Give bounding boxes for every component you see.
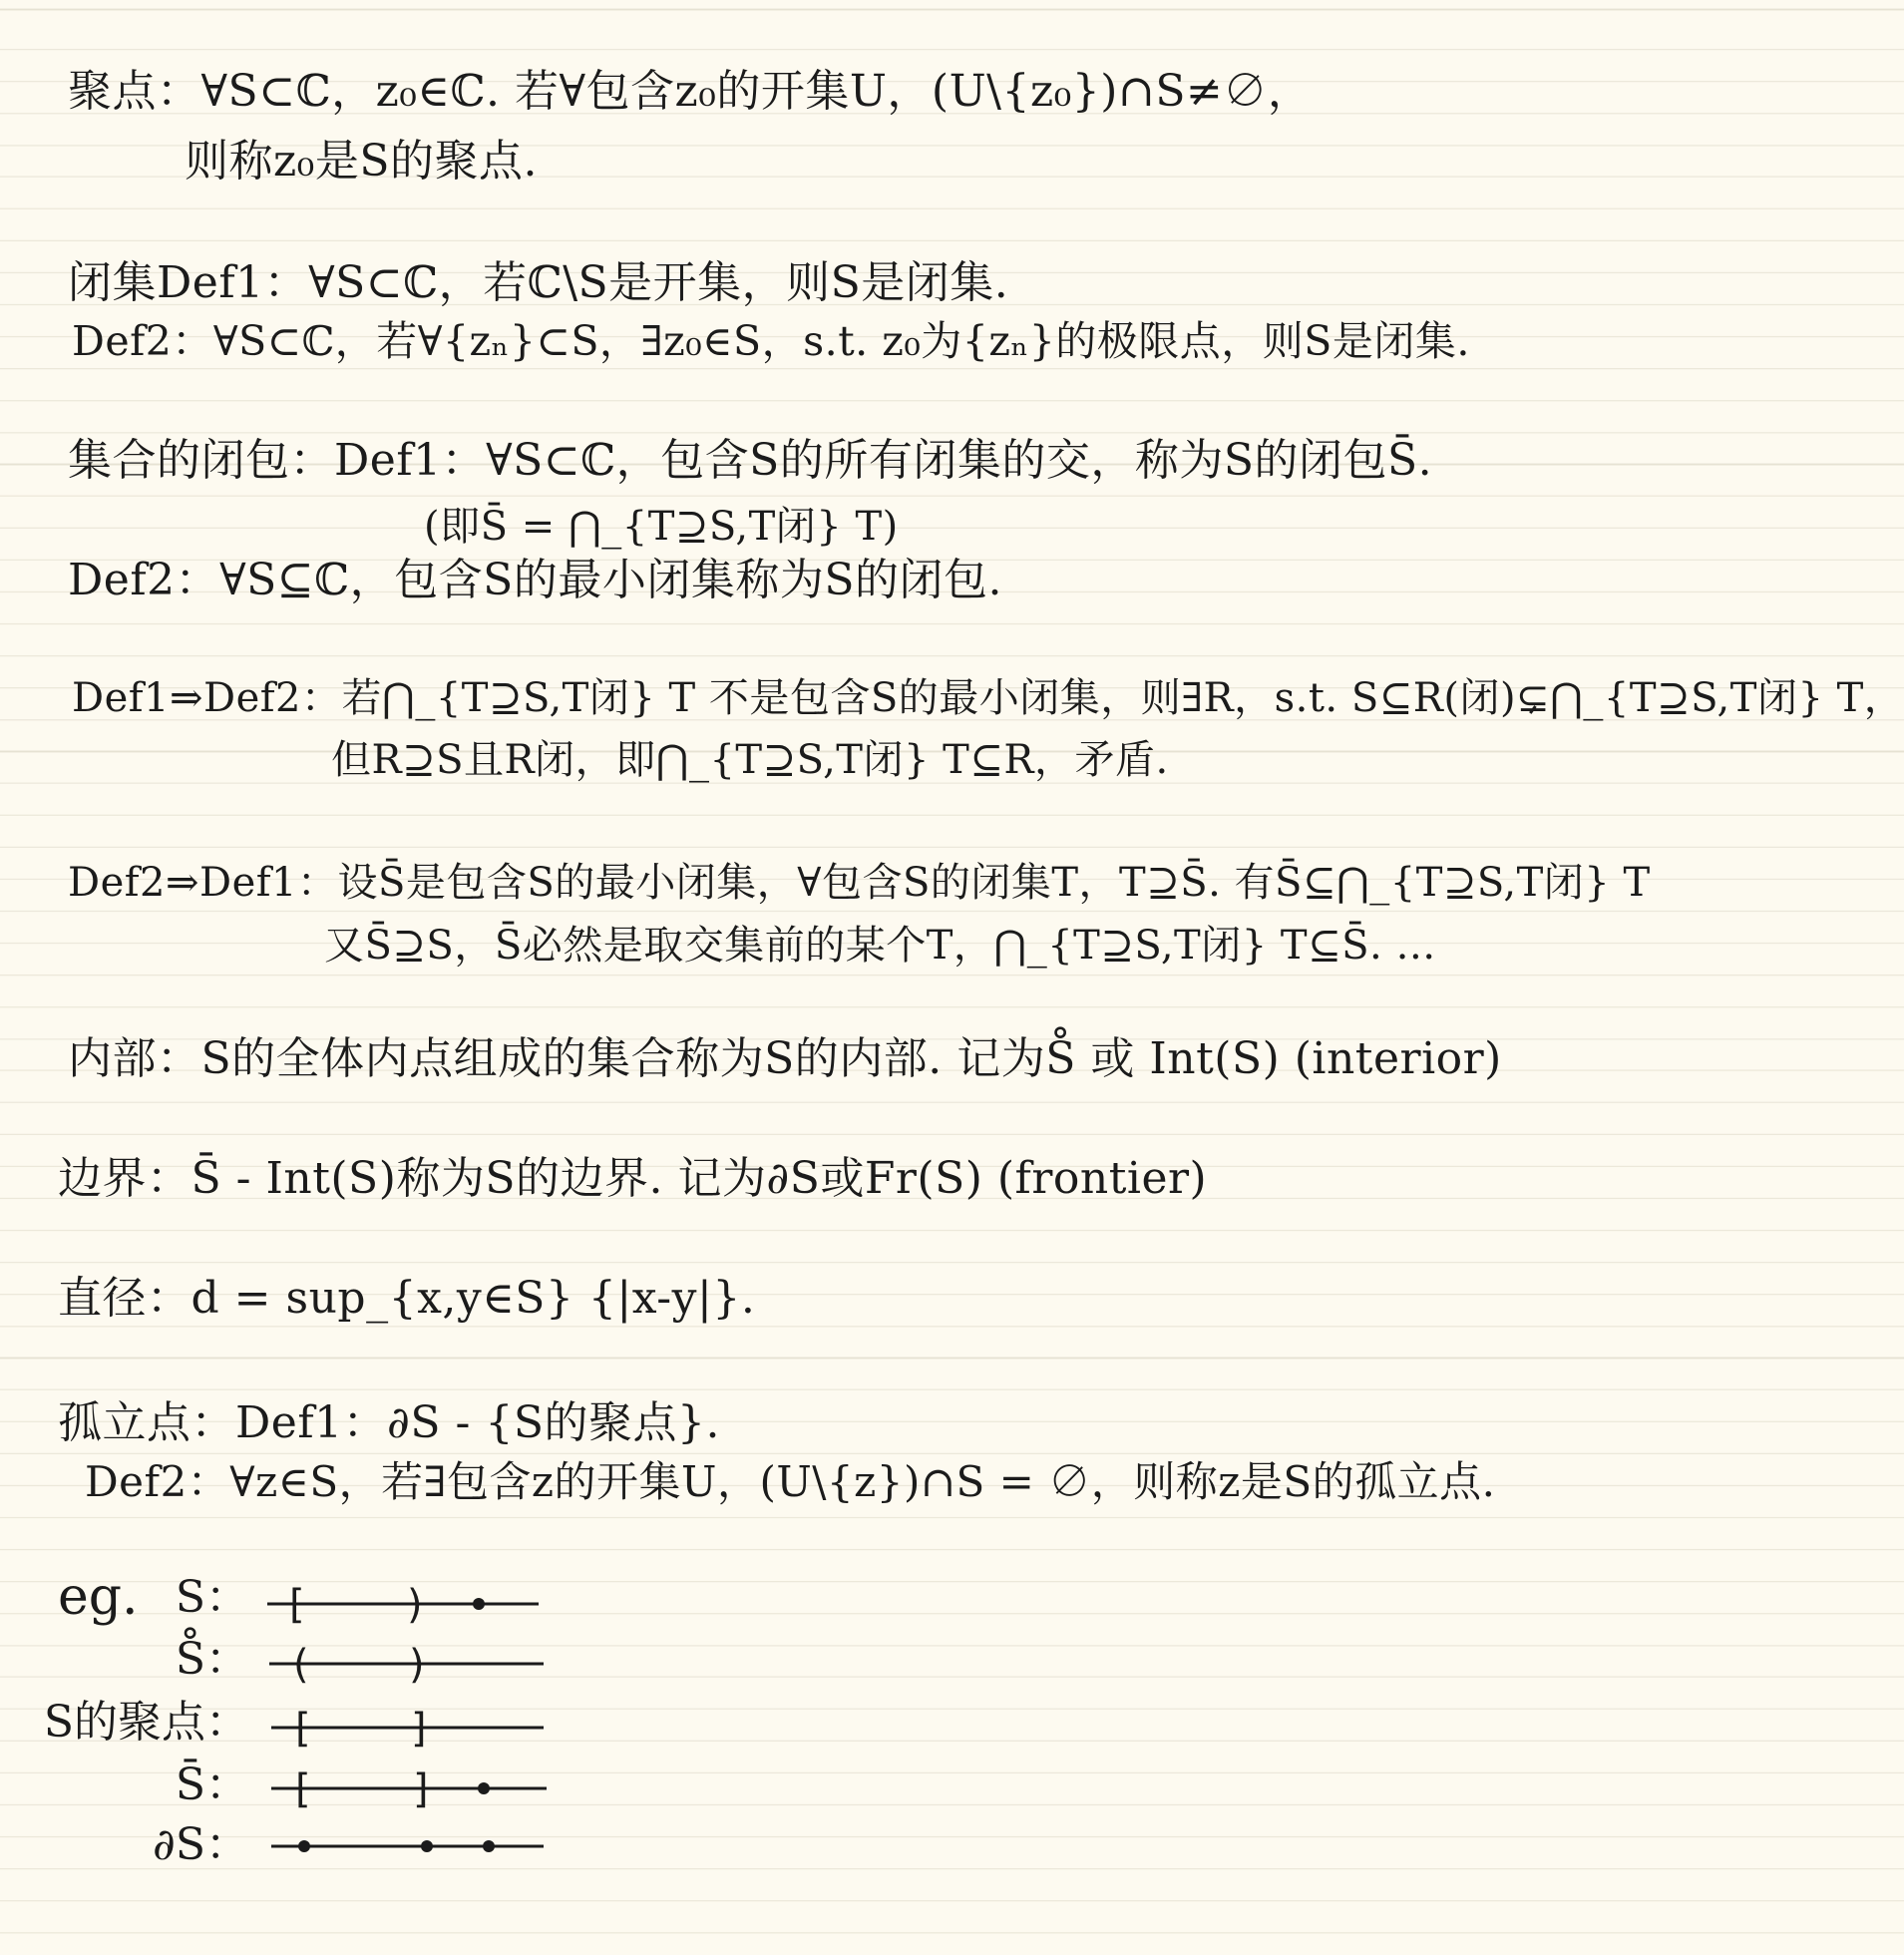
boundary-dot [298, 1840, 310, 1852]
example-row-s [267, 1582, 539, 1628]
isolated-dot [478, 1782, 490, 1794]
example-row-closure [271, 1766, 547, 1812]
example-row-label: S̄： [175, 1760, 249, 1810]
example-row-boundary [271, 1840, 544, 1852]
example-row-accumulation [271, 1706, 544, 1752]
example-row-label: S： [175, 1572, 249, 1623]
example-row-label: S̊： [175, 1634, 249, 1685]
closure-def1: 集合的闭包：Def1：∀S⊂ℂ，包含S的所有闭集的交，称为S的闭包S̄. [68, 435, 1433, 486]
proof-def1-implies-def2-cont: 但R⊇S且R闭，即⋂_{T⊇S,T闭} T⊆R，矛盾. [331, 737, 1169, 783]
example-prefix: eg. [58, 1567, 139, 1627]
isolated-point-def2: Def2：∀z∈S，若∃包含z的开集U，(U\{z})∩S = ∅，则称z是S的孤立点. [85, 1457, 1496, 1506]
accumulation-point-definition-cont: 则称z₀是S的聚点. [185, 136, 538, 187]
example-row-label: ∂S： [153, 1819, 249, 1870]
left-bracket: [ [289, 1582, 305, 1628]
proof-def2-implies-def1-cont: 又S̄⊇S，S̄必然是取交集前的某个T，⋂_{T⊇S,T闭} T⊆S̄. … [324, 923, 1436, 969]
closed-set-def1: 闭集Def1：∀S⊂ℂ，若ℂ\S是开集，则S是闭集. [68, 257, 1009, 308]
example-row-interior [269, 1642, 544, 1688]
diameter-definition: 直径：d = sup_{x,y∈S} {|x-y|}. [58, 1273, 756, 1324]
accumulation-point-definition: 聚点：∀S⊂ℂ，z₀∈ℂ. 若∀包含z₀的开集U，(U\{z₀})∩S≠∅， [68, 66, 1313, 117]
proof-def2-implies-def1: Def2⇒Def1：设S̄是包含S的最小闭集，∀包含S的闭集T，T⊇S̄. 有S̄⊆⋂_{T⊇S,T闭} T [68, 860, 1651, 906]
closure-def2: Def2：∀S⊆ℂ，包含S的最小闭集称为S的闭包. [68, 555, 1002, 605]
interior-definition: 内部：S的全体内点组成的集合称为S的内部. 记为S̊ 或 Int(S) (interior) [68, 1033, 1502, 1084]
right-bracket: ) [409, 1642, 425, 1688]
isolated-point-def1: 孤立点：Def1：∂S - {S的聚点}. [58, 1397, 720, 1448]
boundary-dot [421, 1840, 433, 1852]
boundary-dot [483, 1840, 495, 1852]
left-bracket: [ [295, 1766, 311, 1812]
right-bracket: ) [407, 1582, 423, 1628]
left-bracket: [ [295, 1706, 311, 1752]
closure-def1-formula: (即S̄ = ⋂_{T⊇S,T闭} T) [424, 504, 899, 550]
proof-def1-implies-def2: Def1⇒Def2：若⋂_{T⊇S,T闭} T 不是包含S的最小闭集，则∃R，s.t. S⊆R(闭)⊊⋂_{T⊇S,T闭} T， [72, 675, 1904, 721]
right-bracket: ] [413, 1766, 429, 1812]
closed-set-def2: Def2：∀S⊂ℂ，若∀{zₙ}⊂S，∃z₀∈S，s.t. z₀为{zₙ}的极限点，则S是闭集. [72, 317, 1470, 365]
boundary-definition: 边界：S̄ - Int(S)称为S的边界. 记为∂S或Fr(S) (frontier) [58, 1153, 1208, 1204]
left-bracket: ( [293, 1642, 309, 1688]
isolated-dot [473, 1598, 485, 1610]
example-row-label: S的聚点： [43, 1697, 249, 1748]
right-bracket: ] [411, 1706, 427, 1752]
